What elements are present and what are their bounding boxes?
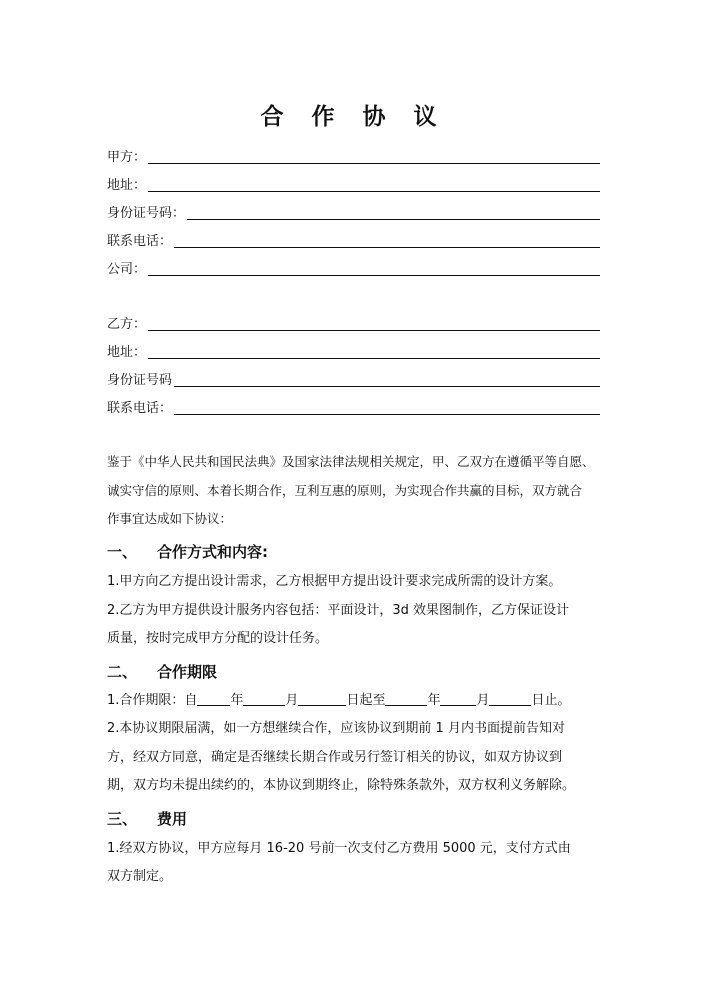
intro-line-3: 作事宜达成如下协议：	[107, 511, 233, 526]
start-year-label: 年	[230, 693, 244, 708]
section-2-item-2-line-2: 方，经双方同意，确定是否继续长期合作或另行签订相关的协议，如双方协议到	[107, 750, 563, 765]
party-b-id-label: 身份证号码	[107, 373, 173, 388]
party-a-name-label: 甲方：	[107, 150, 147, 165]
party-a-company-line[interactable]	[148, 275, 600, 276]
section-3-title: 费用	[157, 810, 188, 828]
party-a-company-label: 公司：	[107, 262, 147, 277]
section-2-term-line	[107, 692, 600, 710]
section-2-item-2-line-3: 期，双方均未提出续约的，本协议到期终止，除特殊条款外，双方权利义务解除。	[107, 778, 576, 793]
end-day-blank[interactable]	[489, 692, 531, 706]
party-b-id-field[interactable]	[107, 369, 600, 389]
section-1-item-2-line-2: 质量，按时完成甲方分配的设计任务。	[107, 631, 329, 646]
party-b-phone-field[interactable]	[107, 397, 600, 417]
party-a-id-field[interactable]	[107, 202, 600, 222]
party-a-id-label: 身份证号码：	[107, 206, 186, 221]
intro-line-1: 鉴于《中华人民共和国民法典》及国家法律法规相关规定，甲、乙双方在遵循平等自愿、	[107, 454, 595, 469]
party-a-address-field[interactable]	[107, 174, 600, 194]
end-year-blank[interactable]	[385, 692, 427, 706]
start-day-label: 日起至	[346, 693, 386, 708]
end-month-label: 月	[476, 693, 490, 708]
section-3-heading	[107, 808, 187, 829]
end-day-label: 日止。	[531, 693, 571, 708]
document-title: 合 作 协 议	[260, 104, 447, 130]
party-b-address-label: 地址：	[107, 345, 147, 360]
section-2-item-2-line-1: 2.本协议期限届满，如一方想继续合作，应该协议到期前 1 月内书面提前告知对	[107, 721, 565, 736]
party-b-phone-line[interactable]	[174, 414, 600, 415]
party-a-phone-label: 联系电话：	[107, 234, 173, 249]
section-1-item-1: 1.甲方向乙方提出设计需求，乙方根据甲方提出设计要求完成所需的设计方案。	[107, 574, 562, 589]
end-year-label: 年	[427, 693, 441, 708]
section-1-heading	[107, 541, 268, 562]
party-b-name-label: 乙方：	[107, 317, 147, 332]
start-day-blank[interactable]	[298, 692, 346, 706]
party-a-name-field[interactable]	[107, 146, 600, 166]
section-2-title: 合作期限	[157, 663, 218, 681]
party-a-phone-field[interactable]	[107, 230, 600, 250]
term-prefix: 1.合作期限：自	[107, 693, 198, 708]
party-b-phone-label: 联系电话：	[107, 401, 173, 416]
party-a-address-label: 地址：	[107, 178, 147, 193]
party-a-name-line[interactable]	[148, 163, 600, 164]
party-b-address-field[interactable]	[107, 341, 600, 361]
end-month-blank[interactable]	[440, 692, 476, 706]
start-month-label: 月	[285, 693, 299, 708]
party-a-phone-line[interactable]	[174, 247, 600, 248]
party-b-id-line[interactable]	[174, 386, 600, 387]
section-1-number: 一、	[107, 543, 138, 561]
section-1-item-2-line-1: 2.乙方为甲方提供设计服务内容包括：平面设计，3d 效果图制作，乙方保证设计	[107, 603, 570, 618]
section-1-title: 合作方式和内容:	[157, 543, 268, 561]
section-2-heading	[107, 661, 217, 682]
section-3-item-1-line-1: 1.经双方协议，甲方应每月 16-20 号前一次支付乙方费用 5000 元，支付方式由	[107, 841, 571, 856]
party-b-address-line[interactable]	[148, 358, 600, 359]
section-3-number: 三、	[107, 810, 138, 828]
section-2-number: 二、	[107, 663, 138, 681]
intro-line-2: 诚实守信的原则、本着长期合作，互利互惠的原则，为实现合作共赢的目标，双方就合	[107, 483, 583, 498]
party-a-address-line[interactable]	[148, 191, 600, 192]
start-year-blank[interactable]	[197, 692, 230, 706]
party-a-company-field[interactable]	[107, 258, 600, 278]
party-b-name-field[interactable]	[107, 313, 600, 333]
section-3-item-1-line-2: 双方制定。	[107, 869, 173, 884]
party-b-name-line[interactable]	[148, 330, 600, 331]
start-month-blank[interactable]	[243, 692, 285, 706]
party-a-id-line[interactable]	[187, 219, 600, 220]
